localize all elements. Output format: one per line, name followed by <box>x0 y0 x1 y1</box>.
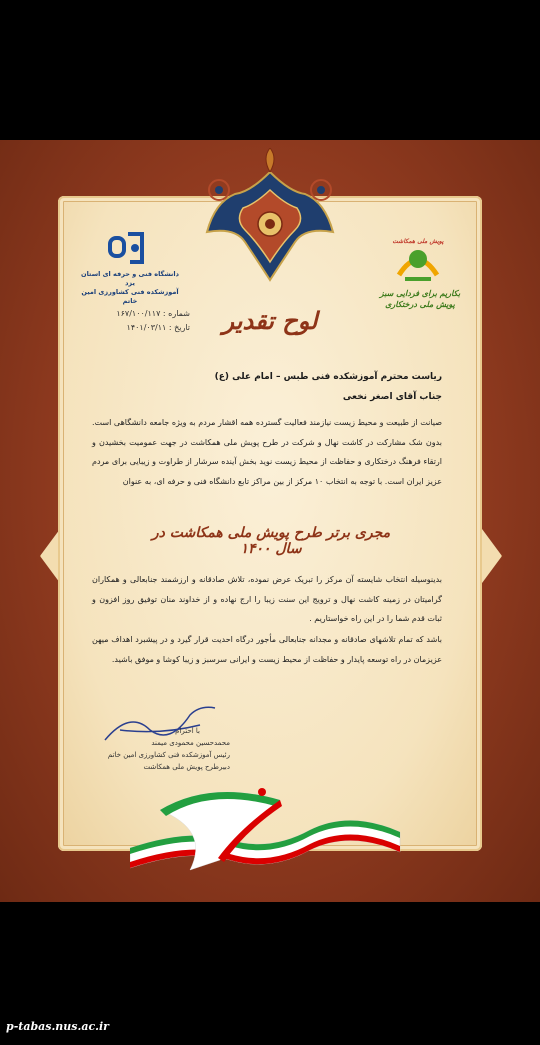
iran-flag-ribbon-icon <box>130 770 410 880</box>
body-paragraph-3: باشد که تمام تلاشهای صادقانه و مجدانه جنابعالی مأجور درگاه احدیت قرار گیرد و در پیشبرد اهداف میهن عزیزمان در راه توسعه پایدار و حفاظت از محیط زیست و ایرانی سرسبز و زیبا کوشا و موفق باشید. <box>92 635 442 664</box>
recipient-line1: ریاست محترم آموزشکده فنی طبس – امام علی (ع) <box>214 372 442 382</box>
body-paragraph-2: بدینوسیله انتخاب شایسته آن مرکز را تبریک عرض نموده، تلاش صادقانه و ارزشمند جنابعالی و همکاران گرامیتان در زمینه کاشت نهال و ترویج این سنت زیبا را ارج نهاده و از خداوند منان توفیق روز افزون و ثبات قدم شما را در این راه خواستاریم . <box>92 575 442 623</box>
university-logo-line1: دانشگاه فنی و حرفه ای استان یزد <box>81 270 179 287</box>
university-logo-text <box>80 270 180 306</box>
signer-name: محمدحسین محمودی میمند <box>151 739 230 747</box>
signer-title-2: دبیرطرح پویش ملی همکاشت <box>143 763 230 771</box>
university-logo-icon <box>108 228 148 268</box>
letter-number: شماره : ۱۶۷/۱۰۰/۱۱۷ <box>116 309 190 318</box>
recipient-line2: جناب آقای اصغر نخعی <box>342 392 442 402</box>
body-paragraph-1: صیانت از طبیعت و محیط زیست نیازمند فعالیت گسترده همه اقشار مردم به ویژه جامعه دانشگاهی است. بدون شک مشارکت در کاشت نهال و شرکت در طرح پویش ملی همکاشت در جهت عمومیت بخشیدن و ارتقاء فرهنگ درختکاری و حفاظت از محیط زیست نوید بخش آینده سرشار از طراوت و زیبایی برای مردم عزیز ایران است. با توجه به انتخاب ۱۰ مرکز از بین مراکز تابع دانشگاه فنی و حرفه ای، به عنوان <box>92 418 442 486</box>
certificate-title: لوح تقدیر <box>222 306 318 335</box>
campaign-logo-line1: بکاریم برای فردایی سبز <box>379 289 461 298</box>
closing-text: با احترام <box>175 727 200 735</box>
university-logo-line2: آموزشکده فنی کشاورزی امین خاتم <box>81 288 179 305</box>
signer-title-1: رئیس آموزشکده فنی کشاورزی امین خاتم <box>107 751 230 759</box>
flourish-left-icon <box>204 175 234 205</box>
award-title: مجری برتر طرح پویش ملی همکاشت در سال ۱۴۰۰ <box>151 525 391 557</box>
flourish-right-icon <box>306 175 336 205</box>
campaign-logo-icon <box>395 245 441 285</box>
top-flame-icon <box>258 148 282 172</box>
letter-date: تاریخ : ۱۴۰۱/۰۳/۱۱ <box>126 323 190 332</box>
campaign-logo-line2: پویش ملی درختکاری <box>385 300 455 309</box>
watermark-bar <box>0 1008 540 1045</box>
watermark-text: p-tabas.nus.ac.ir <box>6 1020 109 1033</box>
campaign-logo-top-text: پویش ملی همکاشت <box>392 238 444 245</box>
signature-block <box>80 725 230 773</box>
campaign-logo-text <box>370 288 470 310</box>
